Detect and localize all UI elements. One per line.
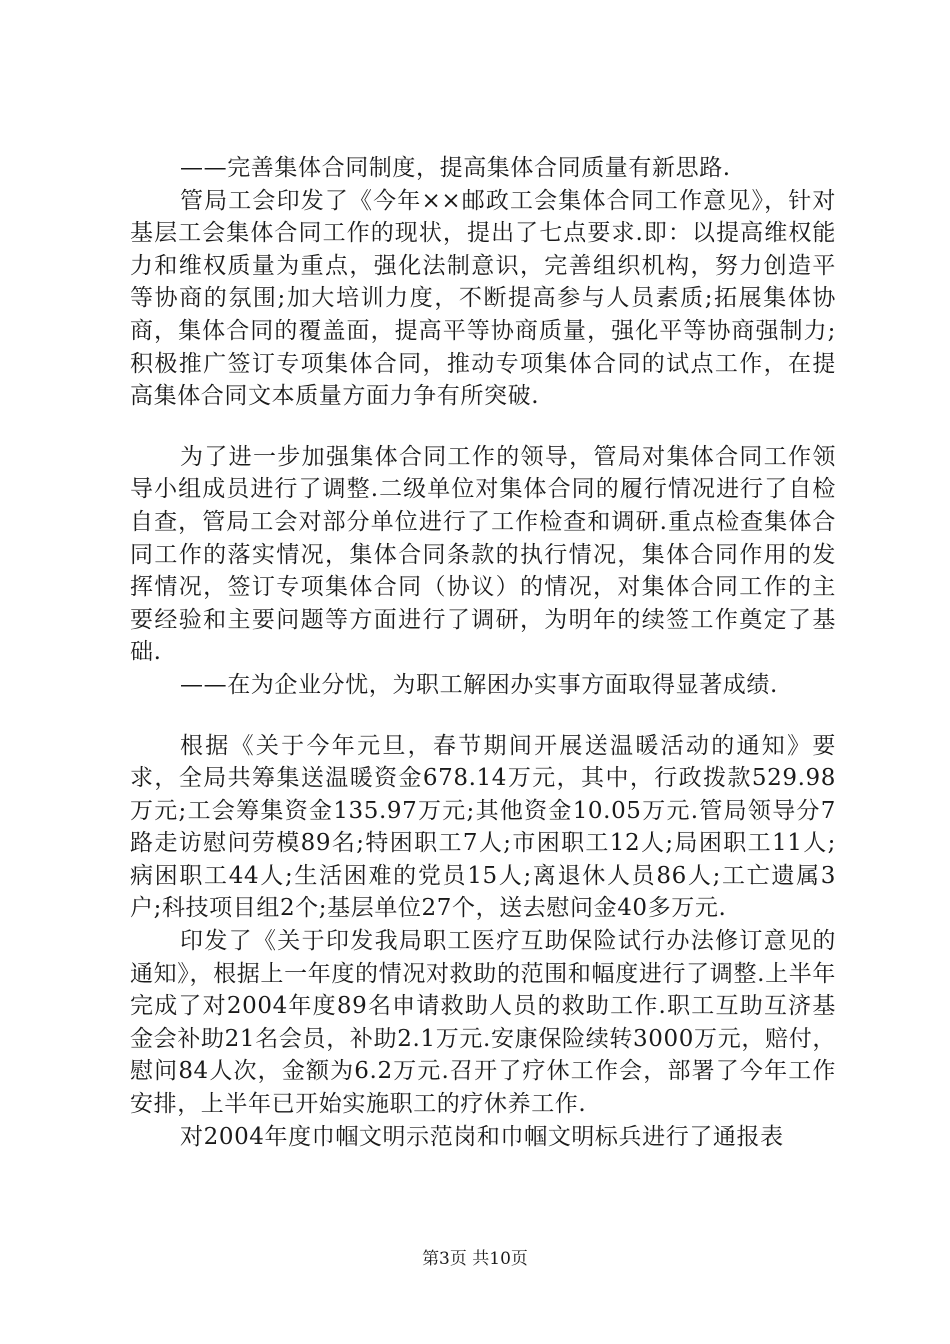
paragraph-spacer — [130, 702, 836, 730]
section-heading-collective-contract: ——完善集体合同制度，提高集体合同质量有新思路. — [180, 155, 731, 181]
paragraph-women-model-posts: 对2004年度巾帼文明示范岗和巾帼文明标兵进行了通报表 — [180, 1123, 784, 1150]
paragraph-warmth-funds: 根据《关于今年元旦，春节期间开展送温暖活动的通知》要求，全局共筹集送温暖资金678.14万元，其中，行政拨款529.98万元;工会筹集资金135.97万元;其他资金10.05万元.管局领导分7路走访慰问劳模89名;特困职工7人;市困职工12人;局困职工11人;病困职工44人;生活困难的党员15人;离退休人员86人;工亡遗属3户;科技项目组2个;基层单位27个，送去慰问金40多万元. — [130, 732, 836, 922]
page-number-footer: 第3页 共10页 — [422, 1249, 528, 1269]
section-heading-worker-relief: ——在为企业分忧，为职工解困办实事方面取得显著成绩. — [180, 671, 778, 698]
paragraph-medical-mutual-aid: 印发了《关于印发我局职工医疗互助保险试行办法修订意见的通知》，根据上一年度的情况对救助的范围和幅度进行了调整.上半年完成了对2004年度89名申请救助人员的救助工作.职工互助互济基金会补助21名会员，补助2.1万元.安康保险续转3000万元，赔付，慰问84人次，金额为6.2万元.召开了疗休工作会，部署了今年工作安排，上半年已开始实施职工的疗休养工作. — [130, 928, 836, 1118]
paragraph-leadership-adjustment: 为了进一步加强集体合同工作的领导，管局对集体合同工作领导小组成员进行了调整.二级单位对集体合同的履行情况进行了自检自查，管局工会对部分单位进行了工作检查和调研.重点检查集体合同工作的落实情况，集体合同条款的执行情况，集体合同作用的发挥情况，签订专项集体合同（协议）的情况，对集体合同工作的主要经验和主要问题等方面进行了调研，为明年的续签工作奠定了基础. — [130, 443, 836, 666]
paragraph-spacer — [130, 413, 836, 441]
document-body — [130, 152, 836, 1153]
paragraph-collective-contract-opinion: 管局工会印发了《今年××邮政工会集体合同工作意见》，针对基层工会集体合同工作的现状，提出了七点要求.即：以提高维权能力和维权质量为重点，强化法制意识，完善组织机构，努力创造平等协商的氛围;加大培训力度，不断提高参与人员素质;拓展集体协商，集体合同的覆盖面，提高平等协商质量，强化平等协商强制力;积极推广签订专项集体合同，推动专项集体合同的试点工作，在提高集体合同文本质量方面力争有所突破. — [130, 187, 836, 410]
